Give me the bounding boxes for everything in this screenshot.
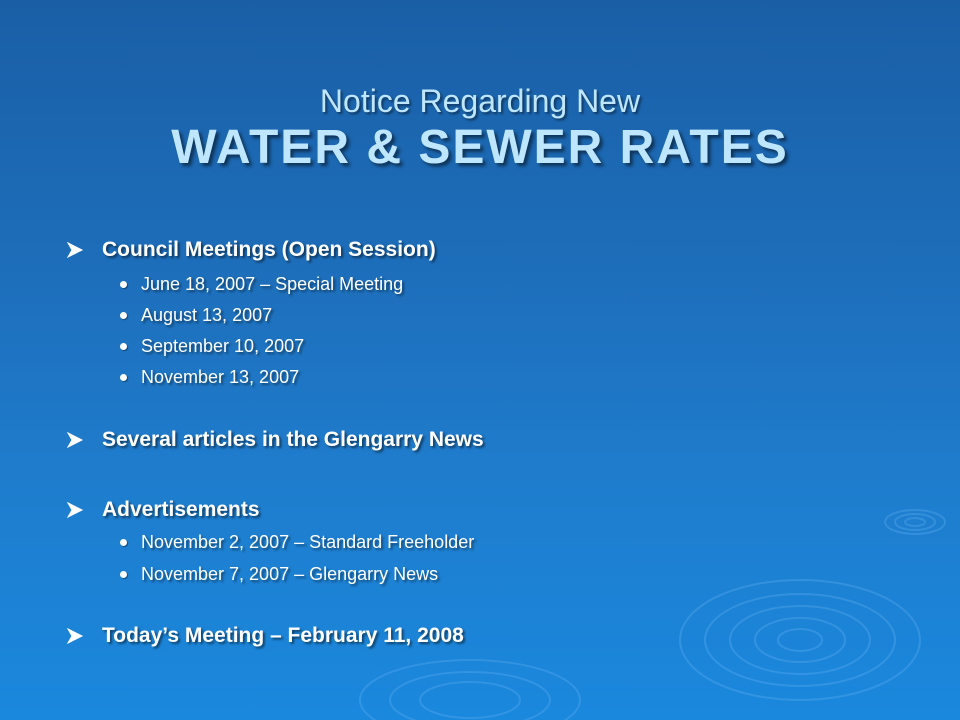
dot-bullet-icon — [120, 571, 127, 578]
sub-bullet-label: November 13, 2007 — [141, 367, 300, 387]
dot-bullet-icon — [120, 374, 127, 381]
bullet-glengarry-articles — [66, 428, 484, 452]
dot-bullet-icon — [120, 281, 127, 288]
sub-bullet-label: November 2, 2007 – Standard Freeholder — [141, 532, 475, 552]
title-line-1: Notice Regarding New — [319, 83, 641, 119]
bullet-label: Several articles in the Glengarry News — [102, 428, 484, 451]
sub-bullet-label: August 13, 2007 — [141, 305, 273, 325]
arrow-bullet-icon — [66, 502, 84, 518]
bullet-advertisements — [66, 498, 260, 522]
bullet-label: Today’s Meeting – February 11, 2008 — [102, 624, 464, 647]
bullet-label: Advertisements — [102, 498, 260, 521]
arrow-bullet-icon — [66, 242, 84, 258]
sub-bullet — [120, 532, 474, 553]
dot-bullet-icon — [120, 343, 127, 350]
sub-bullet-label: September 10, 2007 — [141, 336, 305, 356]
bullet-council-meetings — [66, 238, 436, 262]
sub-bullet — [120, 336, 304, 357]
bullet-todays-meeting — [66, 624, 464, 648]
sub-bullet — [120, 305, 272, 326]
sub-bullet — [120, 367, 299, 388]
bullet-label: Council Meetings (Open Session) — [102, 238, 436, 261]
sub-bullet — [120, 274, 403, 295]
sub-bullet — [120, 564, 438, 585]
dot-bullet-icon — [120, 312, 127, 319]
arrow-bullet-icon — [66, 628, 84, 644]
sub-bullet-label: June 18, 2007 – Special Meeting — [141, 274, 404, 294]
slide-title — [0, 82, 960, 176]
arrow-bullet-icon — [66, 432, 84, 448]
sub-bullet-label: November 7, 2007 – Glengarry News — [141, 564, 439, 584]
title-line-2: WATER & SEWER RATES — [171, 121, 789, 174]
dot-bullet-icon — [120, 539, 127, 546]
